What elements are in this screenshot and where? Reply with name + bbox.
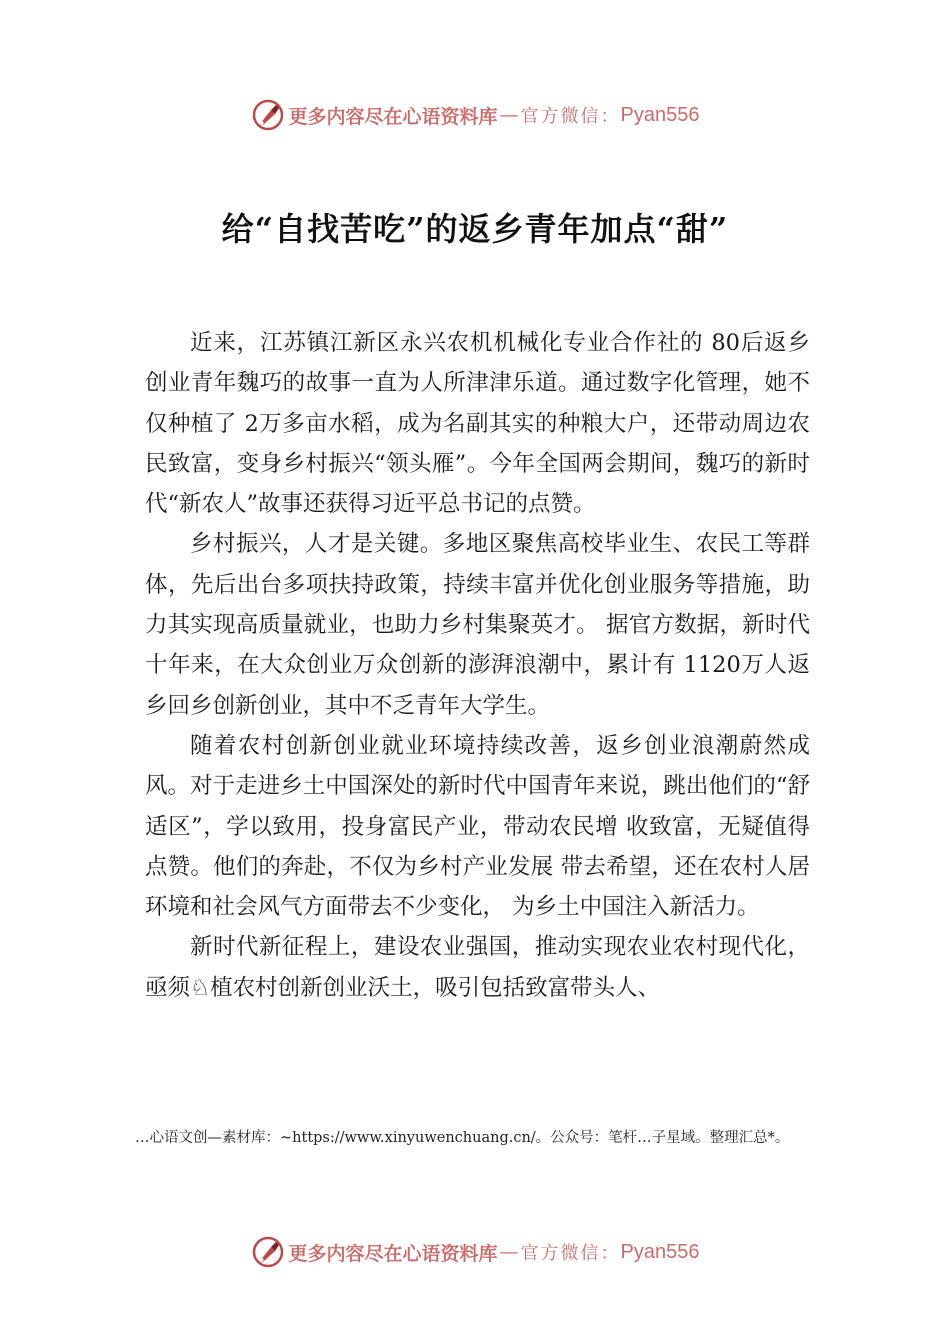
banner-wechat-label: 官方微信： (520, 106, 621, 127)
article-body (145, 323, 810, 1008)
banner-text: 更多内容尽在心语资料库 (288, 105, 498, 128)
pen-nib-logo-icon (251, 98, 285, 132)
paragraph-2: 乡村振兴，人才是关键。多地区聚焦高校毕业生、农民工等群体，先后出台多项扶持政策，持续丰富并优化创业服务等措施，助力其实现高质量就业，也助力乡村集聚英才。 据官方数据，新时代十年来，在大众创业万众创新的澎湃浪潮中，累计有 1120万人返乡回乡创新创业，其中不乏青年大学生。 (145, 531, 810, 719)
banner-wechat-id: Pyan556 (620, 103, 700, 126)
banner-text: 更多内容尽在心语资料库 (288, 1242, 498, 1265)
paragraph-4: 新时代新征程上，建设农业强国，推动实现农业农村现代化，亟须♘植农村创新创业沃土，吸引包括致富带头人、 (145, 934, 810, 1001)
article-title: 给“自找苦吃”的返乡青年加点“甜” (221, 210, 729, 248)
source-footnote: …心语文创—素材库：~https://www.xinyuwenchuang.cn/。公众号：笔杆…子星域。整理汇总*。 (135, 1130, 790, 1146)
banner-dash: — (499, 104, 519, 126)
banner-wechat-label: 官方微信： (520, 1243, 621, 1264)
paragraph-1: 近来，江苏镇江新区永兴农机机械化专业合作社的 80后返乡创业青年魏巧的故事一直为人所津津乐道。通过数字化管理，她不仅种植了 2万多亩水稻，成为名副其实的种粮大户，还带动周边农民致富，变身乡村振兴“领头雁”。今年全国两会期间，魏巧的新时代“新农人”故事还获得习近平总书记的点赞。 (145, 330, 810, 518)
footer-banner (0, 1232, 950, 1272)
banner-wechat-id: Pyan556 (620, 1240, 700, 1263)
header-banner (0, 95, 950, 135)
paragraph-3: 随着农村创新创业就业环境持续改善，返乡创业浪潮蔚然成风。对于走进乡土中国深处的新时代中国青年来说，跳出他们的“舒适区”，学以致用，投身富民产业，带动农民增 收致富，无疑值得点赞。他们的奔赴，不仅为乡村产业发展 带去希望，还在农村人居环境和社会风气方面带去不少变化， 为乡土中国注入新活力。 (145, 732, 810, 921)
banner-dash: — (499, 1241, 519, 1263)
pen-nib-logo-icon (251, 1235, 285, 1269)
